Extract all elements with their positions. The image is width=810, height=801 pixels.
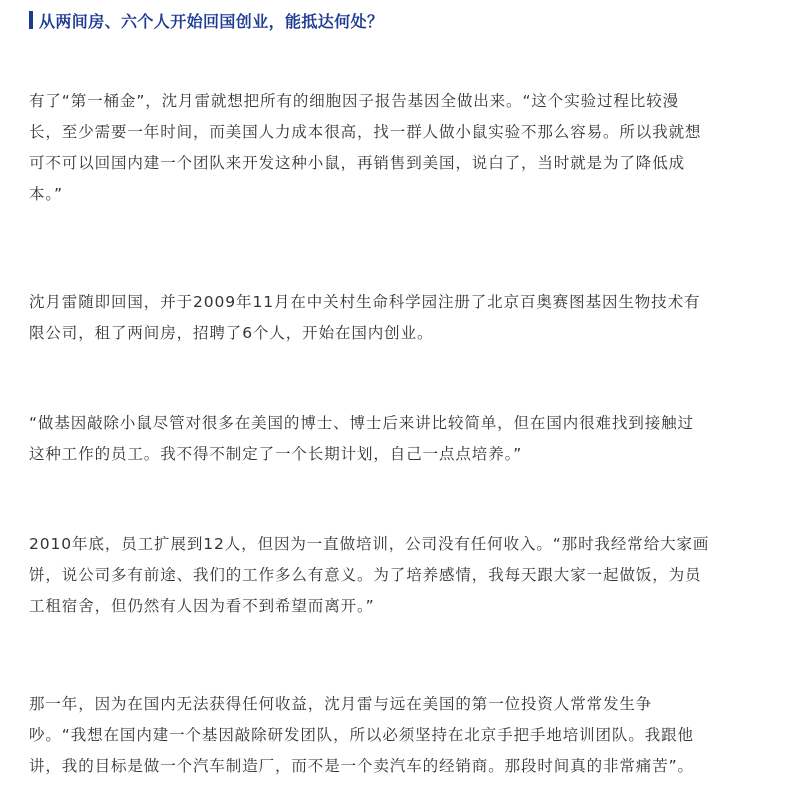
paragraph-line: 饼，说公司多有前途、我们的工作多么有意义。为了培养感情，我每天跟大家一起做饭，为员 [29,566,702,584]
paragraph-line: 工租宿舍，但仍然有人因为看不到希望而离开。” [29,597,375,615]
paragraph-line: 沈月雷随即回国，并于2009年11月在中关村生命科学园注册了北京百奥赛图基因生物技术有 [29,293,701,311]
paragraph-line: 有了“第一桶金”，沈月雷就想把所有的细胞因子报告基因全做出来。“这个实验过程比较漫 [29,92,679,110]
paragraph-line: 本。” [29,185,63,203]
heading-accent-bar [29,11,33,29]
section-heading [29,9,383,31]
paragraph-line: “做基因敲除小鼠尽管对很多在美国的博士、博士后来讲比较简单，但在国内很难找到接触过 [29,414,694,432]
paragraph-return-to-china [29,287,789,349]
paragraph-line: 那一年，因为在国内无法获得任何收益，沈月雷与远在美国的第一位投资人常常发生争 [29,695,653,713]
paragraph-line: 长，至少需要一年时间，而美国人力成本很高，找一群人做小鼠实验不那么容易。所以我就想 [29,123,702,141]
paragraph-investor-dispute [29,689,789,782]
paragraph-line: 这种工作的员工。我不得不制定了一个长期计划，自己一点点培养。” [29,445,523,463]
paragraph-line: 讲，我的目标是做一个汽车制造厂，而不是一个卖汽车的经销商。那段时间真的非常痛苦”。 [29,757,694,775]
paragraph-line: 限公司，租了两间房，招聘了6个人，开始在国内创业。 [29,324,434,342]
paragraph-line: 2010年底，员工扩展到12人，但因为一直做培训，公司没有任何收入。“那时我经常给大家画 [29,535,710,553]
section-heading-text: 从两间房、六个人开始回国创业，能抵达何处？ [39,11,384,31]
paragraph-knockout-mice-training [29,408,789,470]
paragraph-line: 吵。“我想在国内建一个基因敲除研发团队，所以必须坚持在北京手把手地培训团队。我跟他 [29,726,694,744]
paragraph-first-bucket-of-gold [29,86,789,210]
paragraph-line: 可不可以回国内建一个团队来开发这种小鼠，再销售到美国，说白了，当时就是为了降低成 [29,154,686,172]
paragraph-2010-staff-expansion [29,529,789,622]
